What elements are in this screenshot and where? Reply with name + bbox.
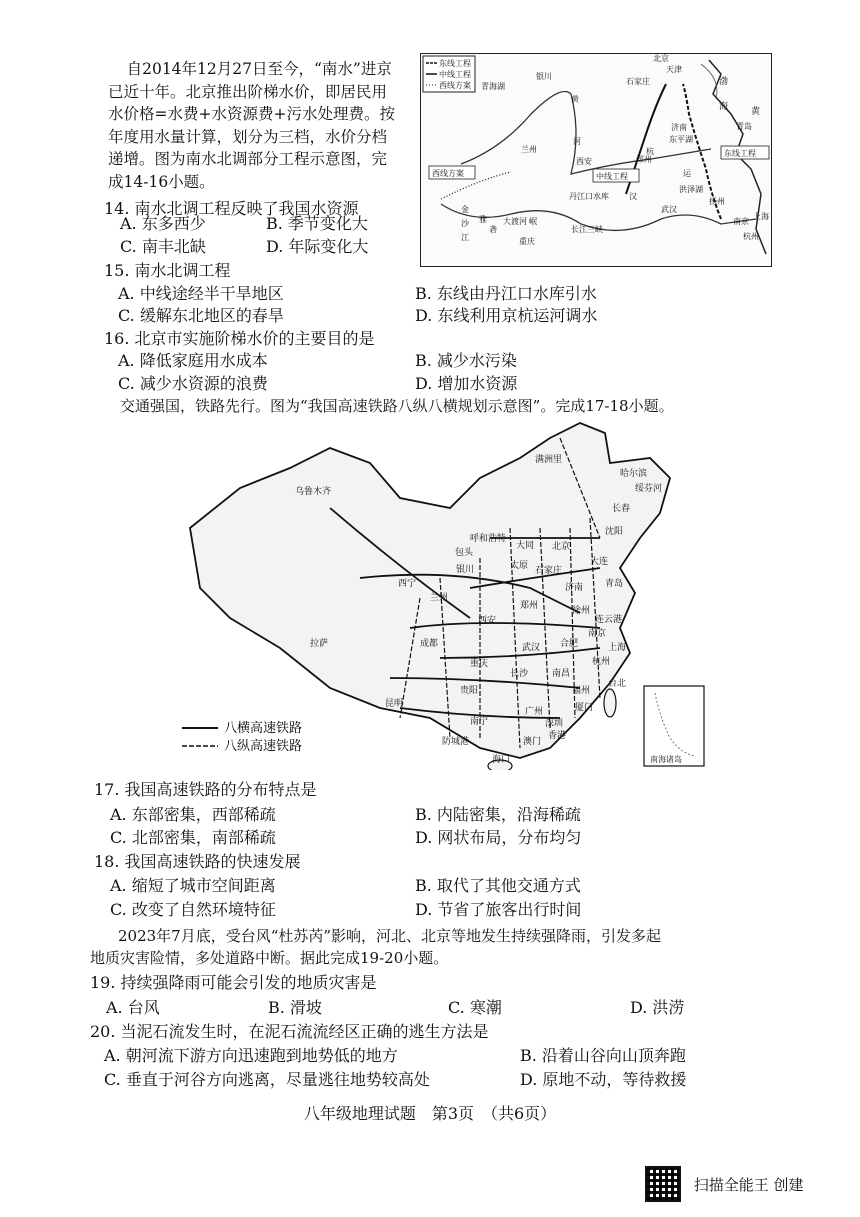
- label-sha: 沙: [461, 219, 469, 228]
- q16-option-d: D. 增加水资源: [415, 374, 518, 393]
- label-hangzhou: 杭州: [743, 232, 759, 241]
- intro-paragraph-water: 自2014年12月27日至今，“南水”进京已近十年。北京推出阶梯水价，即居民用水价格=水费+水资源费+污水处理费。按年度用水量计算，划分为三档，水价分档递增。图为南水北调部分工程示意图，完成14-16小题。: [108, 60, 395, 191]
- q16-option-b: B. 减少水污染: [415, 351, 517, 370]
- q18-option-a: A. 缩短了城市空间距离: [110, 876, 276, 895]
- label-qinghaihu: 青海湖: [481, 82, 505, 91]
- intro-paragraph-typhoon-1: 2023年7月底，受台风“杜苏芮”影响，河北、北京等地发生持续强降雨，引发多起: [118, 927, 662, 945]
- legend-horizontal-railway: 八横高速铁路: [224, 721, 303, 736]
- label-yun: 运: [683, 169, 691, 178]
- label-hongzehu: 洪泽湖: [679, 185, 703, 194]
- q17-option-d: D. 网状布局，分布均匀: [415, 828, 582, 847]
- city-label: 广州: [525, 707, 544, 717]
- label-beijing: 北京: [653, 54, 669, 63]
- q18-option-b: B. 取代了其他交通方式: [415, 876, 581, 895]
- q20-option-d: D. 原地不动，等待救援: [520, 1070, 687, 1089]
- city-label: 石家庄: [535, 566, 563, 576]
- city-label: 海口: [492, 755, 511, 765]
- city-label: 南宁: [470, 717, 489, 727]
- label-dongxian-box: 东线工程: [724, 149, 756, 158]
- q15-stem: 15. 南水北调工程: [104, 261, 231, 280]
- city-label: 西宁: [398, 579, 417, 589]
- legend-east: 东线工程: [439, 59, 471, 68]
- q19-option-d: D. 洪涝: [630, 998, 685, 1017]
- q17-option-b: B. 内陆密集，沿海稀疏: [415, 805, 581, 824]
- q16-option-c: C. 减少水资源的浪费: [118, 374, 268, 393]
- label-nanjing: 南京: [733, 217, 749, 226]
- q20-option-c: C. 垂直于河谷方向逃离，尽量逃往地势较高处: [104, 1070, 430, 1089]
- label-shanghai: 上海: [753, 212, 769, 221]
- city-label: 哈尔滨: [620, 469, 648, 479]
- label-shijiazhuang: 石家庄: [626, 77, 650, 86]
- city-label: 南昌: [552, 669, 571, 679]
- label-tianjin: 天津: [666, 65, 682, 74]
- city-label: 长春: [612, 504, 631, 514]
- city-label: 防城港: [442, 737, 470, 747]
- q15-option-d: D. 东线利用京杭运河调水: [415, 306, 598, 325]
- legend-middle: 中线工程: [439, 70, 471, 79]
- label-chongqing: 重庆: [519, 237, 535, 246]
- railway-map: [180, 418, 710, 770]
- city-label: 西安: [478, 616, 497, 626]
- q17-stem: 17. 我国高速铁路的分布特点是: [94, 780, 317, 799]
- q14-option-a: A. 东多西少: [120, 214, 206, 233]
- city-label: 包头: [455, 548, 474, 558]
- city-label: 成都: [420, 639, 439, 649]
- south-sea-inset: [644, 686, 704, 766]
- label-qingdao: 青岛: [736, 122, 752, 131]
- label-hang: 杭: [646, 147, 654, 156]
- qr-code-icon: [645, 1166, 681, 1202]
- label-yangzhou: 扬州: [709, 197, 725, 206]
- city-label: 大连: [590, 557, 609, 567]
- water-diversion-map-svg: [421, 54, 771, 266]
- q18-stem: 18. 我国高速铁路的快速发展: [94, 852, 301, 871]
- label-huang: 黄: [571, 95, 579, 104]
- q19-option-c: C. 寒潮: [448, 998, 502, 1017]
- label-xian: 西安: [576, 157, 592, 166]
- q15-option-b: B. 东线由丹江口水库引水: [415, 284, 597, 303]
- city-label: 太原: [510, 561, 529, 571]
- scanner-label: 扫描全能王 创建: [693, 1175, 804, 1194]
- city-label: 贵阳: [460, 686, 479, 696]
- city-label: 福州: [572, 686, 591, 696]
- city-label: 南京: [588, 629, 607, 639]
- city-label: 重庆: [470, 659, 489, 669]
- label-zhengzhou: 郑州: [636, 155, 652, 164]
- city-label: 北京: [552, 542, 571, 552]
- label-han: 汉: [629, 192, 637, 201]
- city-label: 昆明: [385, 699, 404, 709]
- q19-option-b: B. 滑坡: [268, 998, 322, 1017]
- q17-option-c: C. 北部密集，南部稀疏: [110, 828, 276, 847]
- q14-option-b: B. 季节变化大: [266, 214, 368, 233]
- label-long: 砻: [489, 225, 497, 234]
- q14-option-d: D. 年际变化大: [266, 237, 369, 256]
- city-label: 济南: [565, 583, 584, 593]
- city-label: 绥芬河: [635, 484, 663, 494]
- label-sanxia: 长江三峡: [571, 225, 603, 234]
- q15-option-c: C. 缓解东北地区的春旱: [118, 306, 284, 325]
- railway-map-svg: [180, 418, 710, 770]
- label-huang-sea: 黄: [751, 107, 761, 117]
- water-diversion-map: [420, 53, 772, 267]
- q16-stem: 16. 北京市实施阶梯水价的主要目的是: [104, 329, 375, 348]
- city-label: 郑州: [520, 601, 539, 611]
- label-wuhan: 武汉: [661, 205, 677, 214]
- city-label: 澳门: [523, 737, 542, 747]
- q18-option-c: C. 改变了自然环境特征: [110, 900, 276, 919]
- city-label: 徐州: [572, 606, 591, 616]
- q16-option-a: A. 降低家庭用水成本: [118, 351, 268, 370]
- q19-stem: 19. 持续强降雨可能会引发的地质灾害是: [90, 973, 377, 992]
- label-jin: 金: [461, 205, 469, 214]
- city-label: 香港: [548, 731, 567, 741]
- label-danjiangkou: 丹江口水库: [569, 192, 609, 201]
- city-label: 拉萨: [310, 639, 329, 649]
- label-jiang: 江: [461, 233, 469, 242]
- q20-stem: 20. 当泥石流发生时，在泥石流流经区正确的逃生方法是: [90, 1022, 489, 1041]
- intro-paragraph-railway: 交通强国，铁路先行。图为“我国高速铁路八纵八横规划示意图”。完成17-18小题。: [120, 397, 674, 415]
- china-outline: [190, 423, 670, 758]
- label-jinan: 济南: [671, 123, 687, 132]
- city-label: 武汉: [522, 643, 541, 653]
- q18-option-d: D. 节省了旅客出行时间: [415, 900, 582, 919]
- label-hai: 海: [719, 102, 729, 112]
- city-label: 厦门: [575, 703, 594, 713]
- q15-option-a: A. 中线途经半干旱地区: [118, 284, 284, 303]
- city-label: 上海: [608, 643, 627, 653]
- city-label: 合肥: [560, 639, 579, 649]
- label-ya: 雅: [479, 215, 487, 224]
- q20-option-b: B. 沿着山谷向山顶奔跑: [520, 1046, 686, 1065]
- inset-label: 南海诸岛: [650, 755, 682, 764]
- city-label: 沈阳: [605, 527, 624, 537]
- city-label: 兰州: [430, 593, 449, 603]
- city-label: 乌鲁木齐: [295, 487, 332, 497]
- q14-option-c: C. 南丰北缺: [120, 237, 206, 256]
- label-yinchuan: 银川: [536, 72, 552, 81]
- city-label: 满洲里: [535, 455, 563, 465]
- label-bo: 渤: [719, 77, 729, 87]
- label-min: 岷: [529, 217, 537, 226]
- label-xixian-box: 西线方案: [432, 169, 464, 178]
- city-label: 大同: [516, 541, 535, 551]
- q14-stem: 14. 南水北调工程反映了我国水资源: [104, 199, 359, 218]
- legend-vertical-railway: 八纵高速铁路: [224, 739, 303, 754]
- taiwan-island: [604, 689, 616, 717]
- legend-west: 西线方案: [439, 81, 471, 90]
- city-label: 青岛: [605, 579, 624, 589]
- intro-paragraph-typhoon-2: 地质灾害险情，多处道路中断。据此完成19-20小题。: [90, 949, 449, 967]
- scanner-watermark: [645, 1166, 804, 1202]
- q17-option-a: A. 东部密集，西部稀疏: [110, 805, 276, 824]
- label-zhongxian-box: 中线工程: [596, 172, 628, 181]
- label-he: 河: [573, 137, 581, 146]
- city-label: 银川: [456, 565, 475, 575]
- city-label: 杭州: [592, 657, 611, 667]
- q19-option-a: A. 台风: [106, 998, 160, 1017]
- q20-option-a: A. 朝河流下游方向迅速跑到地势低的地方: [104, 1046, 398, 1065]
- city-label: 台北: [608, 679, 627, 689]
- city-label: 连云港: [595, 615, 623, 625]
- label-dadu: 大渡河: [503, 217, 527, 226]
- page-footer: 八年级地理试题 第3页 （共6页）: [303, 1104, 557, 1123]
- city-label: 呼和浩特: [470, 534, 507, 544]
- label-lanzhou: 兰州: [521, 145, 537, 154]
- label-dongpinghu: 东平湖: [669, 135, 693, 144]
- city-label: 深圳: [545, 719, 564, 729]
- city-label: 长沙: [510, 669, 529, 679]
